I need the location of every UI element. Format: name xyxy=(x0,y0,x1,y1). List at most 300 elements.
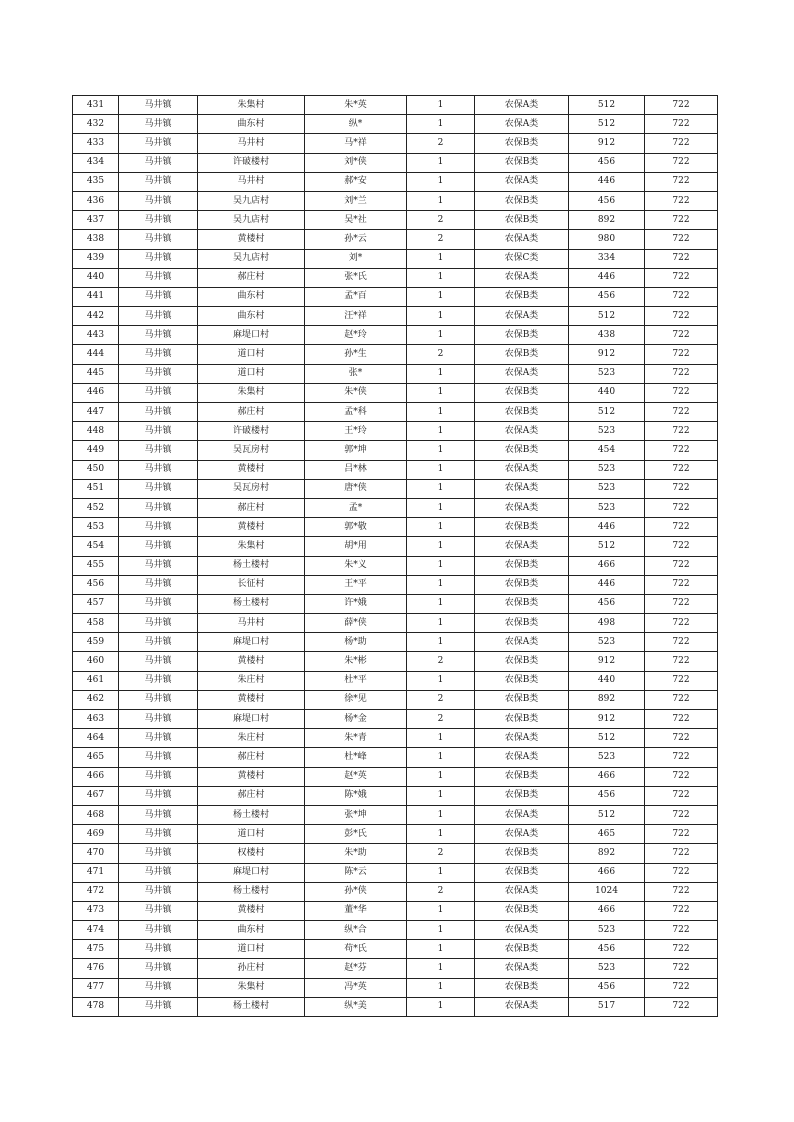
amount-cell: 446 xyxy=(569,575,645,594)
table-row xyxy=(73,479,718,498)
name-cell: 陈*云 xyxy=(305,863,407,882)
category-cell: 农保B类 xyxy=(475,383,569,402)
town-cell: 马井镇 xyxy=(119,729,198,748)
amount-cell: 523 xyxy=(569,498,645,517)
household-count-cell: 1 xyxy=(407,594,475,613)
name-cell: 纵* xyxy=(305,115,407,134)
row-number-cell: 444 xyxy=(73,345,119,364)
amount-cell: 456 xyxy=(569,978,645,997)
name-cell: 许*娥 xyxy=(305,594,407,613)
town-cell: 马井镇 xyxy=(119,671,198,690)
table-row xyxy=(73,460,718,479)
name-cell: 赵*英 xyxy=(305,767,407,786)
row-number-cell: 450 xyxy=(73,460,119,479)
household-count-cell: 1 xyxy=(407,422,475,441)
town-cell: 马井镇 xyxy=(119,767,198,786)
standard-cell: 722 xyxy=(645,191,718,210)
household-count-cell: 1 xyxy=(407,575,475,594)
town-cell: 马井镇 xyxy=(119,748,198,767)
town-cell: 马井镇 xyxy=(119,652,198,671)
town-cell: 马井镇 xyxy=(119,594,198,613)
village-cell: 杨土楼村 xyxy=(198,556,305,575)
household-count-cell: 1 xyxy=(407,326,475,345)
name-cell: 徐*见 xyxy=(305,690,407,709)
name-cell: 陈*娥 xyxy=(305,786,407,805)
household-count-cell: 1 xyxy=(407,556,475,575)
category-cell: 农保A类 xyxy=(475,805,569,824)
village-cell: 道口村 xyxy=(198,364,305,383)
table-row xyxy=(73,575,718,594)
standard-cell: 722 xyxy=(645,134,718,153)
row-number-cell: 441 xyxy=(73,287,119,306)
village-cell: 郝庄村 xyxy=(198,748,305,767)
row-number-cell: 442 xyxy=(73,307,119,326)
amount-cell: 912 xyxy=(569,134,645,153)
standard-cell: 722 xyxy=(645,326,718,345)
town-cell: 马井镇 xyxy=(119,710,198,729)
row-number-cell: 476 xyxy=(73,959,119,978)
village-cell: 曲东村 xyxy=(198,307,305,326)
table-row xyxy=(73,844,718,863)
village-cell: 郝庄村 xyxy=(198,786,305,805)
standard-cell: 722 xyxy=(645,345,718,364)
household-count-cell: 1 xyxy=(407,997,475,1016)
name-cell: 杜*峰 xyxy=(305,748,407,767)
category-cell: 农保B类 xyxy=(475,441,569,460)
town-cell: 马井镇 xyxy=(119,863,198,882)
name-cell: 纵*美 xyxy=(305,997,407,1016)
category-cell: 农保A类 xyxy=(475,268,569,287)
household-count-cell: 2 xyxy=(407,134,475,153)
amount-cell: 446 xyxy=(569,518,645,537)
category-cell: 农保A类 xyxy=(475,997,569,1016)
amount-cell: 498 xyxy=(569,614,645,633)
household-count-cell: 2 xyxy=(407,211,475,230)
standard-cell: 722 xyxy=(645,211,718,230)
village-cell: 马井村 xyxy=(198,172,305,191)
name-cell: 薛*侠 xyxy=(305,614,407,633)
table-row xyxy=(73,287,718,306)
amount-cell: 446 xyxy=(569,268,645,287)
amount-cell: 512 xyxy=(569,537,645,556)
town-cell: 马井镇 xyxy=(119,460,198,479)
village-cell: 曲东村 xyxy=(198,287,305,306)
amount-cell: 523 xyxy=(569,748,645,767)
town-cell: 马井镇 xyxy=(119,959,198,978)
row-number-cell: 457 xyxy=(73,594,119,613)
table-row xyxy=(73,594,718,613)
table-row xyxy=(73,383,718,402)
table-row xyxy=(73,230,718,249)
table-row xyxy=(73,710,718,729)
amount-cell: 512 xyxy=(569,805,645,824)
town-cell: 马井镇 xyxy=(119,556,198,575)
name-cell: 杨*金 xyxy=(305,710,407,729)
table-row xyxy=(73,364,718,383)
row-number-cell: 463 xyxy=(73,710,119,729)
standard-cell: 722 xyxy=(645,690,718,709)
row-number-cell: 462 xyxy=(73,690,119,709)
row-number-cell: 449 xyxy=(73,441,119,460)
row-number-cell: 432 xyxy=(73,115,119,134)
category-cell: 农保B类 xyxy=(475,844,569,863)
row-number-cell: 440 xyxy=(73,268,119,287)
town-cell: 马井镇 xyxy=(119,882,198,901)
town-cell: 马井镇 xyxy=(119,326,198,345)
village-cell: 朱集村 xyxy=(198,383,305,402)
standard-cell: 722 xyxy=(645,978,718,997)
standard-cell: 722 xyxy=(645,882,718,901)
standard-cell: 722 xyxy=(645,460,718,479)
village-cell: 黄楼村 xyxy=(198,901,305,920)
row-number-cell: 455 xyxy=(73,556,119,575)
town-cell: 马井镇 xyxy=(119,345,198,364)
category-cell: 农保A类 xyxy=(475,498,569,517)
household-count-cell: 1 xyxy=(407,153,475,172)
standard-cell: 722 xyxy=(645,249,718,268)
category-cell: 农保B类 xyxy=(475,326,569,345)
row-number-cell: 469 xyxy=(73,825,119,844)
row-number-cell: 431 xyxy=(73,96,119,115)
town-cell: 马井镇 xyxy=(119,498,198,517)
row-number-cell: 445 xyxy=(73,364,119,383)
standard-cell: 722 xyxy=(645,921,718,940)
village-cell: 吴瓦房村 xyxy=(198,441,305,460)
table-row xyxy=(73,825,718,844)
row-number-cell: 465 xyxy=(73,748,119,767)
table-row xyxy=(73,345,718,364)
village-cell: 黄楼村 xyxy=(198,230,305,249)
name-cell: 纵*合 xyxy=(305,921,407,940)
village-cell: 郝庄村 xyxy=(198,498,305,517)
standard-cell: 722 xyxy=(645,652,718,671)
village-cell: 吴九店村 xyxy=(198,249,305,268)
category-cell: 农保A类 xyxy=(475,364,569,383)
town-cell: 马井镇 xyxy=(119,844,198,863)
name-cell: 马*祥 xyxy=(305,134,407,153)
table-row xyxy=(73,863,718,882)
row-number-cell: 474 xyxy=(73,921,119,940)
standard-cell: 722 xyxy=(645,172,718,191)
amount-cell: 512 xyxy=(569,729,645,748)
amount-cell: 512 xyxy=(569,307,645,326)
town-cell: 马井镇 xyxy=(119,786,198,805)
table-body xyxy=(73,96,718,1017)
standard-cell: 722 xyxy=(645,287,718,306)
category-cell: 农保A类 xyxy=(475,460,569,479)
table-row xyxy=(73,134,718,153)
amount-cell: 466 xyxy=(569,901,645,920)
town-cell: 马井镇 xyxy=(119,633,198,652)
category-cell: 农保B类 xyxy=(475,614,569,633)
household-count-cell: 1 xyxy=(407,940,475,959)
amount-cell: 512 xyxy=(569,96,645,115)
village-cell: 道口村 xyxy=(198,940,305,959)
town-cell: 马井镇 xyxy=(119,115,198,134)
name-cell: 孙*云 xyxy=(305,230,407,249)
standard-cell: 722 xyxy=(645,633,718,652)
household-count-cell: 1 xyxy=(407,671,475,690)
village-cell: 朱集村 xyxy=(198,537,305,556)
category-cell: 农保A类 xyxy=(475,422,569,441)
town-cell: 马井镇 xyxy=(119,479,198,498)
town-cell: 马井镇 xyxy=(119,153,198,172)
row-number-cell: 472 xyxy=(73,882,119,901)
household-count-cell: 1 xyxy=(407,921,475,940)
table-row xyxy=(73,940,718,959)
amount-cell: 912 xyxy=(569,710,645,729)
village-cell: 黄楼村 xyxy=(198,518,305,537)
table-row xyxy=(73,268,718,287)
household-count-cell: 1 xyxy=(407,383,475,402)
standard-cell: 722 xyxy=(645,441,718,460)
town-cell: 马井镇 xyxy=(119,249,198,268)
amount-cell: 912 xyxy=(569,652,645,671)
village-cell: 曲东村 xyxy=(198,921,305,940)
table-row xyxy=(73,326,718,345)
name-cell: 刘*兰 xyxy=(305,191,407,210)
standard-cell: 722 xyxy=(645,96,718,115)
household-count-cell: 2 xyxy=(407,690,475,709)
category-cell: 农保A类 xyxy=(475,115,569,134)
name-cell: 张*坤 xyxy=(305,805,407,824)
town-cell: 马井镇 xyxy=(119,441,198,460)
household-count-cell: 2 xyxy=(407,844,475,863)
table-row xyxy=(73,518,718,537)
category-cell: 农保B类 xyxy=(475,518,569,537)
name-cell: 苟*氏 xyxy=(305,940,407,959)
category-cell: 农保B类 xyxy=(475,671,569,690)
standard-cell: 722 xyxy=(645,767,718,786)
amount-cell: 512 xyxy=(569,115,645,134)
standard-cell: 722 xyxy=(645,786,718,805)
household-count-cell: 1 xyxy=(407,537,475,556)
table-row xyxy=(73,614,718,633)
household-count-cell: 2 xyxy=(407,710,475,729)
amount-cell: 454 xyxy=(569,441,645,460)
row-number-cell: 461 xyxy=(73,671,119,690)
table-row xyxy=(73,997,718,1016)
name-cell: 朱*英 xyxy=(305,96,407,115)
standard-cell: 722 xyxy=(645,575,718,594)
household-count-cell: 1 xyxy=(407,191,475,210)
village-cell: 道口村 xyxy=(198,345,305,364)
name-cell: 郝*安 xyxy=(305,172,407,191)
table-row xyxy=(73,211,718,230)
category-cell: 农保A类 xyxy=(475,633,569,652)
category-cell: 农保B类 xyxy=(475,153,569,172)
table-row xyxy=(73,671,718,690)
name-cell: 郭*敬 xyxy=(305,518,407,537)
amount-cell: 980 xyxy=(569,230,645,249)
row-number-cell: 468 xyxy=(73,805,119,824)
row-number-cell: 466 xyxy=(73,767,119,786)
category-cell: 农保A类 xyxy=(475,748,569,767)
row-number-cell: 475 xyxy=(73,940,119,959)
household-count-cell: 1 xyxy=(407,249,475,268)
standard-cell: 722 xyxy=(645,403,718,422)
name-cell: 吴*社 xyxy=(305,211,407,230)
name-cell: 杨*助 xyxy=(305,633,407,652)
row-number-cell: 436 xyxy=(73,191,119,210)
name-cell: 朱*青 xyxy=(305,729,407,748)
town-cell: 马井镇 xyxy=(119,364,198,383)
amount-cell: 334 xyxy=(569,249,645,268)
name-cell: 杜*平 xyxy=(305,671,407,690)
name-cell: 刘*侠 xyxy=(305,153,407,172)
table-row xyxy=(73,805,718,824)
town-cell: 马井镇 xyxy=(119,172,198,191)
standard-cell: 722 xyxy=(645,537,718,556)
town-cell: 马井镇 xyxy=(119,978,198,997)
amount-cell: 523 xyxy=(569,479,645,498)
household-count-cell: 1 xyxy=(407,479,475,498)
table-row xyxy=(73,498,718,517)
category-cell: 农保B类 xyxy=(475,710,569,729)
household-count-cell: 1 xyxy=(407,767,475,786)
name-cell: 张*氏 xyxy=(305,268,407,287)
town-cell: 马井镇 xyxy=(119,997,198,1016)
amount-cell: 912 xyxy=(569,345,645,364)
village-cell: 黄楼村 xyxy=(198,460,305,479)
village-cell: 吴瓦房村 xyxy=(198,479,305,498)
household-count-cell: 1 xyxy=(407,633,475,652)
amount-cell: 466 xyxy=(569,863,645,882)
standard-cell: 722 xyxy=(645,805,718,824)
name-cell: 赵*玲 xyxy=(305,326,407,345)
town-cell: 马井镇 xyxy=(119,230,198,249)
household-count-cell: 2 xyxy=(407,230,475,249)
category-cell: 农保A类 xyxy=(475,921,569,940)
amount-cell: 456 xyxy=(569,594,645,613)
town-cell: 马井镇 xyxy=(119,614,198,633)
name-cell: 唐*侠 xyxy=(305,479,407,498)
row-number-cell: 435 xyxy=(73,172,119,191)
village-cell: 吴九店村 xyxy=(198,191,305,210)
town-cell: 马井镇 xyxy=(119,921,198,940)
row-number-cell: 439 xyxy=(73,249,119,268)
amount-cell: 456 xyxy=(569,940,645,959)
category-cell: 农保B类 xyxy=(475,134,569,153)
name-cell: 冯*英 xyxy=(305,978,407,997)
town-cell: 马井镇 xyxy=(119,307,198,326)
name-cell: 张* xyxy=(305,364,407,383)
standard-cell: 722 xyxy=(645,268,718,287)
row-number-cell: 438 xyxy=(73,230,119,249)
standard-cell: 722 xyxy=(645,556,718,575)
amount-cell: 523 xyxy=(569,633,645,652)
household-count-cell: 1 xyxy=(407,863,475,882)
row-number-cell: 434 xyxy=(73,153,119,172)
table-row xyxy=(73,729,718,748)
village-cell: 黄楼村 xyxy=(198,652,305,671)
town-cell: 马井镇 xyxy=(119,134,198,153)
amount-cell: 892 xyxy=(569,844,645,863)
row-number-cell: 464 xyxy=(73,729,119,748)
standard-cell: 722 xyxy=(645,307,718,326)
table-row xyxy=(73,556,718,575)
category-cell: 农保A类 xyxy=(475,882,569,901)
record-table xyxy=(72,95,718,1017)
town-cell: 马井镇 xyxy=(119,191,198,210)
category-cell: 农保B类 xyxy=(475,556,569,575)
household-count-cell: 1 xyxy=(407,729,475,748)
village-cell: 曲东村 xyxy=(198,115,305,134)
category-cell: 农保B类 xyxy=(475,191,569,210)
category-cell: 农保A类 xyxy=(475,729,569,748)
name-cell: 孟* xyxy=(305,498,407,517)
town-cell: 马井镇 xyxy=(119,575,198,594)
table-row xyxy=(73,307,718,326)
table-row xyxy=(73,441,718,460)
category-cell: 农保B类 xyxy=(475,940,569,959)
row-number-cell: 433 xyxy=(73,134,119,153)
amount-cell: 456 xyxy=(569,191,645,210)
standard-cell: 722 xyxy=(645,863,718,882)
name-cell: 孙*侠 xyxy=(305,882,407,901)
household-count-cell: 1 xyxy=(407,614,475,633)
category-cell: 农保A类 xyxy=(475,307,569,326)
table-row xyxy=(73,652,718,671)
standard-cell: 722 xyxy=(645,729,718,748)
category-cell: 农保A类 xyxy=(475,96,569,115)
amount-cell: 523 xyxy=(569,364,645,383)
household-count-cell: 1 xyxy=(407,307,475,326)
standard-cell: 722 xyxy=(645,498,718,517)
standard-cell: 722 xyxy=(645,479,718,498)
household-count-cell: 1 xyxy=(407,364,475,383)
standard-cell: 722 xyxy=(645,959,718,978)
row-number-cell: 451 xyxy=(73,479,119,498)
amount-cell: 517 xyxy=(569,997,645,1016)
household-count-cell: 1 xyxy=(407,96,475,115)
name-cell: 胡*用 xyxy=(305,537,407,556)
village-cell: 麻堤口村 xyxy=(198,633,305,652)
table-row xyxy=(73,422,718,441)
town-cell: 马井镇 xyxy=(119,96,198,115)
category-cell: 农保B类 xyxy=(475,594,569,613)
name-cell: 刘* xyxy=(305,249,407,268)
household-count-cell: 1 xyxy=(407,172,475,191)
row-number-cell: 437 xyxy=(73,211,119,230)
table-row xyxy=(73,633,718,652)
table-row xyxy=(73,959,718,978)
name-cell: 朱*侠 xyxy=(305,383,407,402)
standard-cell: 722 xyxy=(645,614,718,633)
town-cell: 马井镇 xyxy=(119,537,198,556)
village-cell: 麻堤口村 xyxy=(198,863,305,882)
village-cell: 朱庄村 xyxy=(198,729,305,748)
standard-cell: 722 xyxy=(645,844,718,863)
household-count-cell: 2 xyxy=(407,345,475,364)
village-cell: 孙庄村 xyxy=(198,959,305,978)
row-number-cell: 447 xyxy=(73,403,119,422)
town-cell: 马井镇 xyxy=(119,211,198,230)
village-cell: 杨土楼村 xyxy=(198,997,305,1016)
amount-cell: 892 xyxy=(569,211,645,230)
category-cell: 农保B类 xyxy=(475,211,569,230)
town-cell: 马井镇 xyxy=(119,403,198,422)
household-count-cell: 1 xyxy=(407,115,475,134)
amount-cell: 438 xyxy=(569,326,645,345)
row-number-cell: 452 xyxy=(73,498,119,517)
household-count-cell: 1 xyxy=(407,959,475,978)
standard-cell: 722 xyxy=(645,710,718,729)
table-row xyxy=(73,921,718,940)
standard-cell: 722 xyxy=(645,748,718,767)
village-cell: 黄楼村 xyxy=(198,767,305,786)
household-count-cell: 1 xyxy=(407,460,475,479)
